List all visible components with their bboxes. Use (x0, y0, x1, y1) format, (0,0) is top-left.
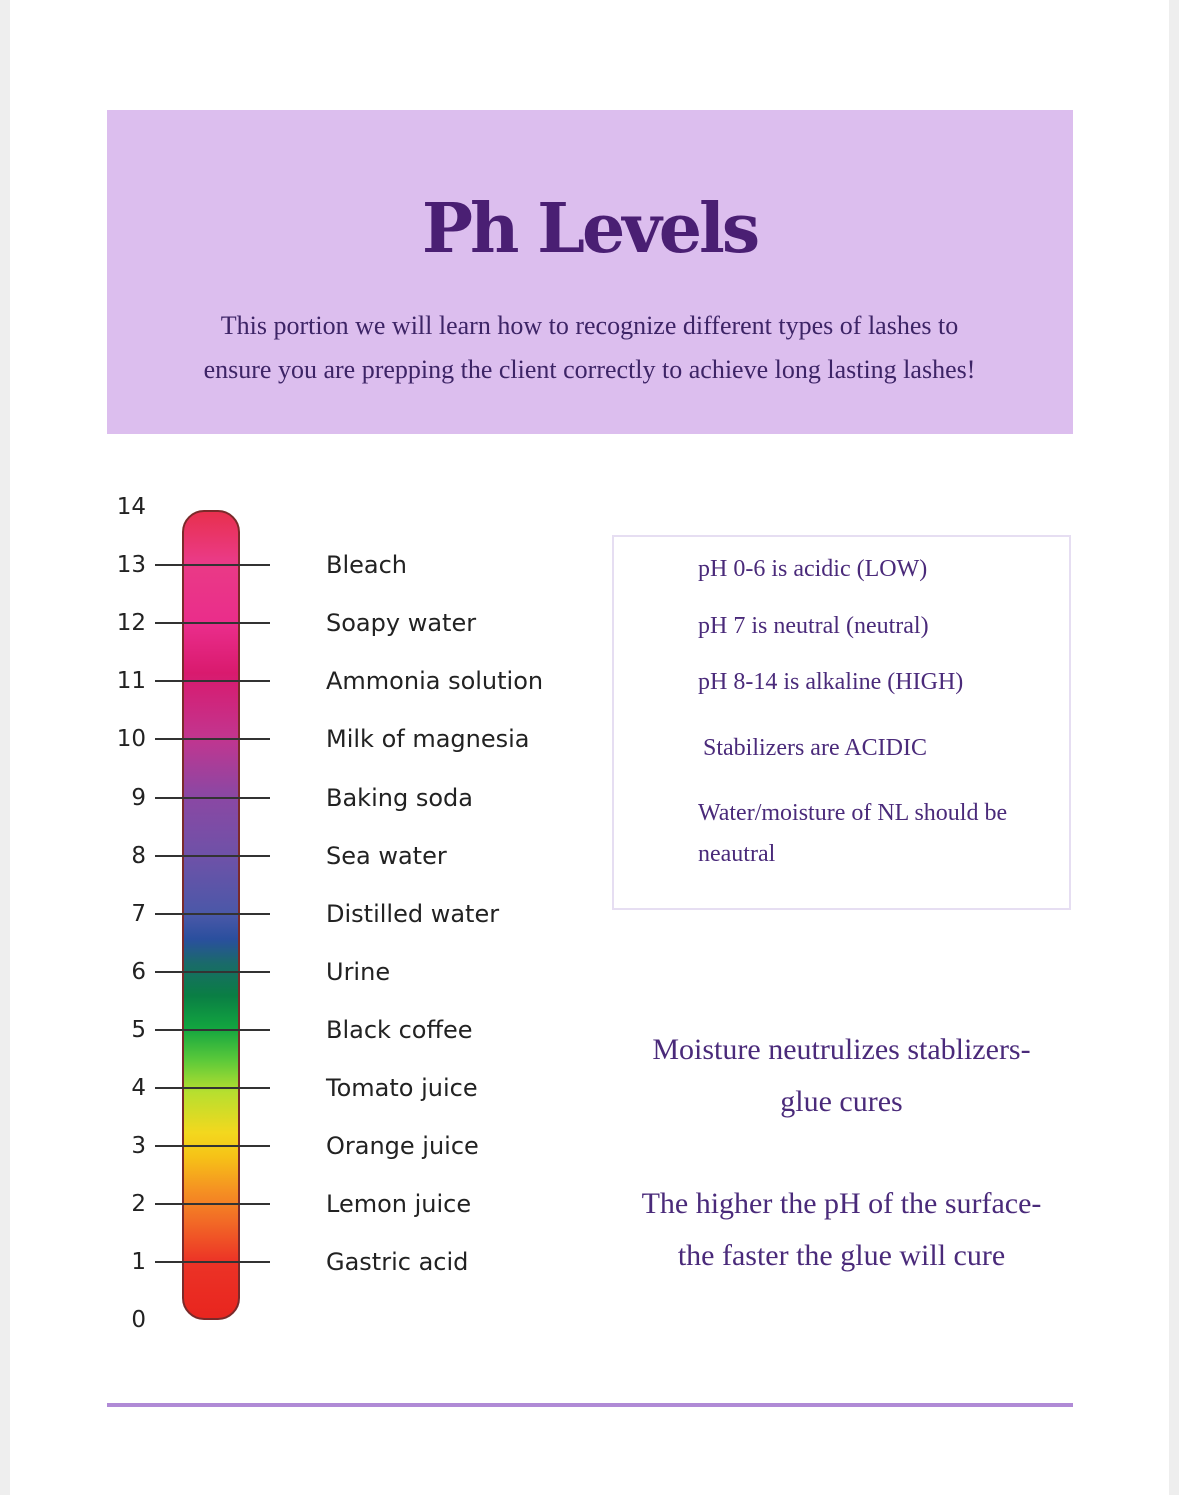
info-stabilizers: Stabilizers are ACIDIC (703, 735, 927, 761)
substance-label: Gastric acid (326, 1248, 469, 1277)
scale-tick (155, 622, 270, 624)
info-alkaline: pH 8-14 is alkaline (HIGH) (698, 669, 964, 695)
scale-number: 6 (131, 958, 146, 985)
intro-line-1: This portion we will learn how to recognize different types of lashes to (220, 311, 959, 340)
surface-note (612, 1178, 1071, 1282)
intro-line-2: ensure you are prepping the client correctly to achieve long lasting lashes! (203, 355, 976, 384)
scale-tick (155, 680, 270, 682)
scale-tick (155, 855, 270, 857)
scale-tick (155, 738, 270, 740)
scale-tick (155, 1087, 270, 1089)
substance-label: Milk of magnesia (326, 725, 530, 754)
ph-color-bar (182, 510, 240, 1320)
scale-number: 7 (131, 900, 146, 927)
scale-tick (155, 913, 270, 915)
scale-tick (155, 564, 270, 566)
scale-tick (155, 971, 270, 973)
info-acidic: pH 0-6 is acidic (LOW) (698, 556, 928, 582)
moisture-note-line-2: glue cures (780, 1085, 903, 1118)
scale-number: 8 (131, 842, 146, 869)
info-box (612, 535, 1071, 910)
substance-label: Baking soda (326, 783, 473, 812)
substance-label: Black coffee (326, 1015, 473, 1044)
scale-tick (155, 1145, 270, 1147)
info-neutral: pH 7 is neutral (neutral) (698, 613, 929, 639)
scale-number: 9 (131, 784, 146, 811)
scale-number: 12 (116, 610, 146, 637)
scale-number: 14 (116, 494, 146, 520)
surface-note-line-1: The higher the pH of the surface- (641, 1187, 1042, 1220)
scale-tick (155, 1261, 270, 1263)
scale-number: 10 (116, 726, 146, 753)
scale-number: 4 (131, 1075, 146, 1101)
substance-label: Bleach (326, 551, 408, 580)
substance-label: Distilled water (326, 899, 500, 928)
moisture-note (612, 1024, 1071, 1128)
scale-tick (155, 1029, 270, 1031)
scale-number: 1 (131, 1249, 146, 1276)
substance-label: Orange juice (326, 1132, 479, 1161)
info-water-line-2: neautral (698, 841, 776, 867)
scale-tick (155, 1203, 270, 1205)
substance-label: Soapy water (326, 609, 477, 638)
scale-number: 13 (116, 552, 146, 579)
scale-number: 5 (131, 1016, 146, 1043)
scale-number: 0 (131, 1307, 146, 1334)
moisture-note-line-1: Moisture neutrulizes stablizers- (652, 1033, 1031, 1066)
intro-text (0, 304, 1179, 392)
substance-label: Sea water (326, 841, 447, 870)
substance-label: Urine (326, 957, 391, 986)
scale-tick (155, 797, 270, 799)
footer-rule (107, 1403, 1073, 1407)
scale-number: 3 (131, 1133, 146, 1160)
substance-label: Ammonia solution (326, 667, 544, 696)
page-title: Ph Levels (421, 189, 758, 269)
scale-number: 11 (116, 668, 146, 695)
surface-note-line-2: the faster the glue will cure (677, 1239, 1006, 1272)
substance-label: Tomato juice (326, 1074, 478, 1102)
substance-label: Lemon juice (326, 1190, 472, 1219)
scale-number: 2 (131, 1191, 146, 1218)
info-water-line-1: Water/moisture of NL should be (698, 800, 1008, 826)
